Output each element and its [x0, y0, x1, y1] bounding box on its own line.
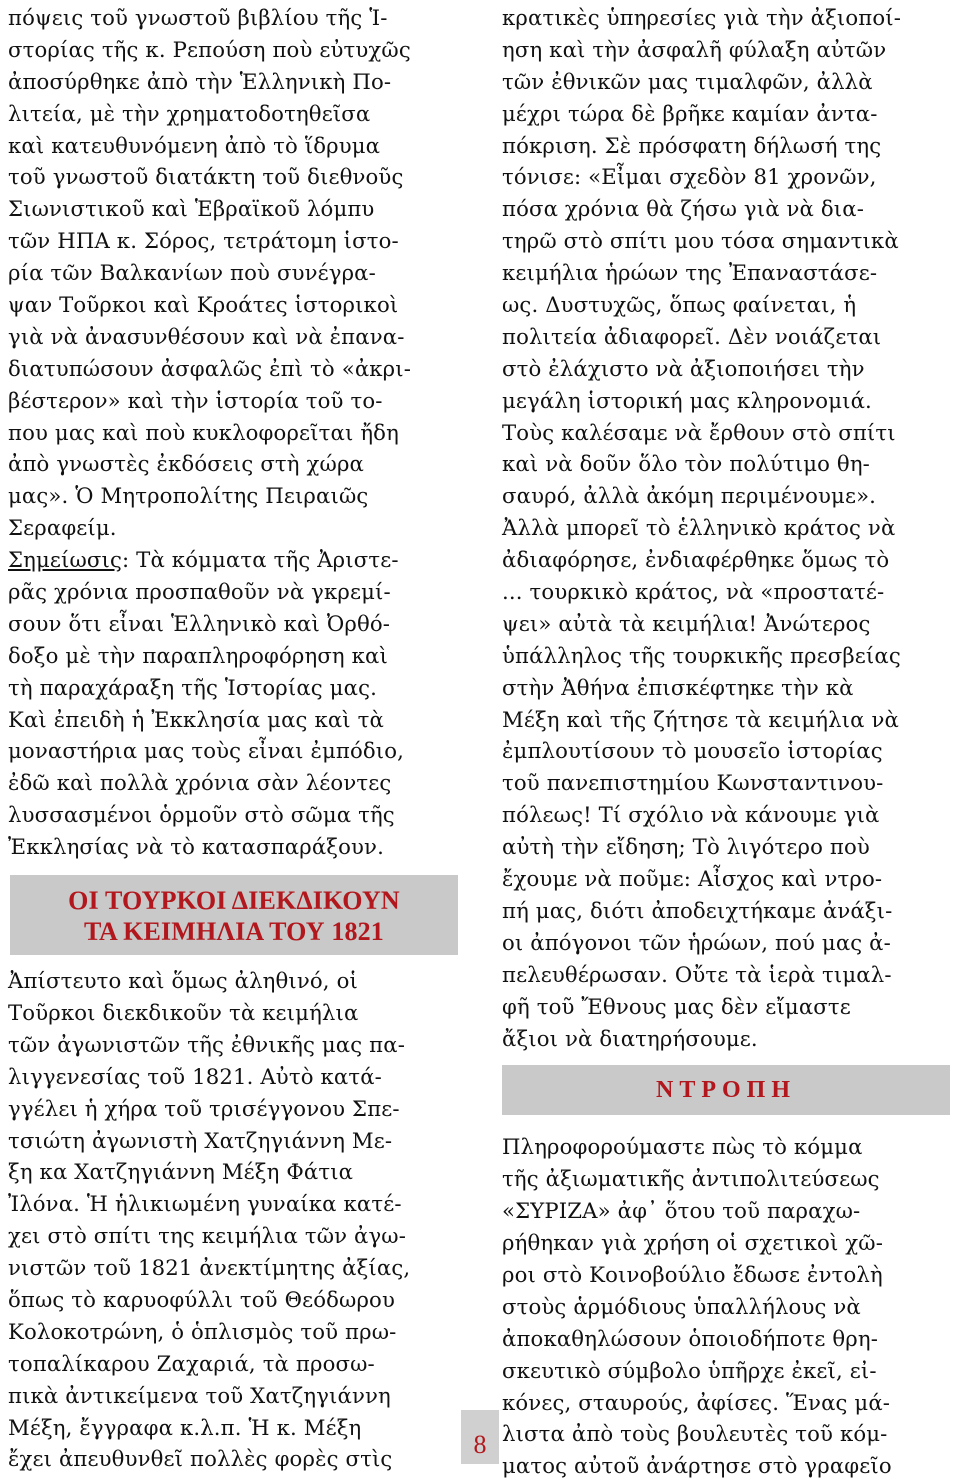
text-line: τόνισε: «Εἶμαι σχεδὸν 81 χρονῶν, — [502, 164, 877, 190]
text-line: Σιωνιστικοῦ καὶ Ἑβραϊκοῦ λόμπυ — [8, 196, 375, 222]
left-column — [8, 2, 460, 1475]
right-paragraph-1 — [502, 2, 954, 1054]
text-line: καὶ νὰ δοῦν ὅλο τὸν πολύτιμο θη- — [502, 451, 870, 477]
heading-line-1: ΟΙ ΤΟΥΡΚΟΙ ΔΙΕΚΔΙΚΟΥΝ — [68, 886, 400, 916]
text-line: Καὶ ἐπειδὴ ἡ Ἐκκλησία μας καὶ τὰ — [8, 706, 384, 732]
text-line: ρία τῶν Βαλκανίων ποὺ συνέγρα- — [8, 260, 376, 286]
text-line: κόνες, σταυρούς, ἀφίσες. Ἕνας μά- — [502, 1389, 891, 1415]
text-line: ροι στὸ Κοινοβούλιο ἔδωσε ἐντολὴ — [502, 1261, 883, 1287]
text-line: ἐδῶ καὶ πολλὰ χρόνια σὰν λέοντες — [8, 770, 392, 796]
text-line: ἔχουμε νὰ ποῦμε: Αἶσχος καὶ ντρο- — [502, 866, 883, 892]
text-line: λιγγενεσίας τοῦ 1821. Αὐτὸ κατά- — [8, 1063, 382, 1089]
text-line: λιτεία, μὲ τὴν χρηματοδοτηθεῖσα — [8, 100, 371, 126]
text-line: τῶν ἀγωνιστῶν τῆς ἐθνικῆς μας πα- — [8, 1031, 406, 1057]
turks-claim-heading — [10, 875, 458, 955]
text-line: τηρῶ στὸ σπίτι μου τόσα σημαντικὰ — [502, 228, 899, 254]
text-line: ψει» αὐτὰ τὰ κειμήλια! Ἀνώτερος — [502, 610, 871, 636]
text-line: πόψεις τοῦ γνωστοῦ βιβλίου τῆς Ἱ- — [8, 5, 388, 30]
page-number: 8 — [461, 1410, 499, 1464]
heading-line-2: ΤΑ ΚΕΙΜΗΛΙΑ ΤΟΥ 1821 — [84, 917, 384, 947]
text-line: ἐμπλουτίσουν τὸ μουσεῖο ἱστορίας — [502, 738, 883, 764]
text-line: ἔχει ἀπευθυνθεῖ πολλὲς φορὲς στὶς — [8, 1446, 393, 1472]
text-line: ρήθηκαν γιὰ χρήση οἱ σχετικοὶ χῶ- — [502, 1230, 884, 1256]
text-line: ρᾶς χρόνια προσπαθοῦν νὰ γκρεμί- — [8, 579, 391, 605]
text-line: που μας καὶ ποὺ κυκλοφορεῖται ἤδη — [8, 419, 399, 445]
text-line: τῶν ἐθνικῶν μας τιμαλφῶν, ἀλλὰ — [502, 68, 873, 94]
text-line: τῶν ΗΠΑ κ. Σόρος, τετράτομη ἱστο- — [8, 228, 399, 254]
text-line: πόσα χρόνια θὰ ζήσω γιὰ νὰ δια- — [502, 196, 865, 222]
text-line: μοναστήρια μας τοὺς εἶναι ἐμπόδιο, — [8, 738, 405, 764]
text-line: καὶ κατευθυνόμενη ἀπὸ τὸ ἵδρυμα — [8, 132, 381, 158]
text-line: Ἀπίστευτο καὶ ὅμως ἀληθινό, οἱ — [8, 968, 358, 994]
text-line: νιστῶν τοῦ 1821 ἀνεκτίμητης ἀξίας, — [8, 1255, 411, 1281]
text-line: στοὺς ἁρμόδιους ὑπαλλήλους νὰ — [502, 1293, 861, 1319]
text-line: Ἀλλὰ μπορεῖ τὸ ἑλληνικὸ κράτος νὰ — [502, 515, 896, 541]
text-line: γγέλει ἡ χήρα τοῦ τρισέγγονου Σπε- — [8, 1095, 400, 1121]
text-line: Ἐκκλησίας νὰ τὸ κατασπαράξουν. — [8, 834, 384, 860]
text-line: λυσσασμένοι ὁρμοῦν στὸ σῶμα τῆς — [8, 802, 395, 828]
text-line: ἀποσύρθηκε ἀπὸ τὴν Ἑλληνικὴ Πο- — [8, 68, 392, 94]
text-line: Μέξη καὶ τῆς ζήτησε τὰ κειμήλια νὰ — [502, 706, 899, 732]
note-first-rest: : Τὰ κόμματα τῆς Ἀριστε- — [122, 547, 399, 573]
text-line: ματος αὐτοῦ ἀνάρτησε στὸ γραφεῖο — [502, 1453, 892, 1479]
text-line: Πληροφορούμαστε πὼς τὸ κόμμα — [502, 1134, 863, 1160]
text-line: τῆς ἀξιωματικῆς ἀντιπολιτεύσεως — [502, 1166, 880, 1192]
text-line: χει στὸ σπίτι της κειμήλια τῶν ἀγω- — [8, 1223, 407, 1249]
text-line: ἄξιοι νὰ διατηρήσουμε. — [502, 1025, 758, 1051]
text-line: ψαν Τοῦρκοι καὶ Κροάτες ἱστορικοὶ — [8, 292, 399, 318]
text-line: τὴ παραχάραξη τῆς Ἱστορίας μας. — [8, 674, 377, 700]
shame-heading: ΝΤΡΟΠΗ — [502, 1065, 950, 1115]
text-line: Τοῦρκοι διεκδικοῦν τὰ κειμήλια — [8, 999, 359, 1025]
text-line: Ἰλόνα. Ἡ ἡλικιωμένη γυναίκα κατέ- — [8, 1191, 402, 1217]
text-line: οι ἀπόγονοι τῶν ἡρώων, πού μας ἀ- — [502, 929, 891, 955]
note-paragraph — [8, 576, 460, 863]
text-line: ἀποκαθηλώσουν ὁποιοδήποτε θρη- — [502, 1325, 879, 1351]
left-paragraph-1 — [8, 2, 460, 544]
right-paragraph-2 — [502, 1131, 954, 1482]
text-line: στορίας τῆς κ. Ρεπούση ποὺ εὐτυχῶς — [8, 36, 411, 62]
note-first-line — [8, 544, 460, 576]
text-line: ὑπάλληλος τῆς τουρκικῆς πρεσβείας — [502, 642, 901, 668]
text-line: κειμήλια ἡρώων της Ἐπαναστάσε- — [502, 260, 878, 286]
text-line: λιστα ἀπὸ τοὺς βουλευτὲς τοῦ κόμ- — [502, 1421, 888, 1447]
text-line: πή μας, διότι ἀποδειχτήκαμε ἀνάξι- — [502, 897, 893, 923]
text-line: ἀδιαφόρησε, ἐνδιαφέρθηκε ὅμως τὸ — [502, 547, 890, 573]
text-line: δοξο μὲ τὴν παραπληροφόρηση καὶ — [8, 642, 388, 668]
text-line: μας». Ὁ Μητροπολίτης Πειραιῶς — [8, 483, 369, 509]
text-line: αὐτὴ τὴν εἴδηση; Τὸ λιγότερο ποὺ — [502, 834, 870, 860]
text-line: στὴν Ἀθήνα ἐπισκέφτηκε τὴν κὰ — [502, 674, 854, 700]
left-paragraph-2 — [8, 965, 460, 1475]
text-line: «ΣΥΡΙΖΑ» ἀφ᾽ ὅτου τοῦ παραχω- — [502, 1198, 861, 1224]
text-line: μέχρι τώρα δὲ βρῆκε καμίαν ἀντα- — [502, 100, 878, 126]
text-line: Τοὺς καλέσαμε νὰ ἔρθουν στὸ σπίτι — [502, 419, 896, 445]
text-line: Κολοκοτρώνη, ὁ ὁπλισμὸς τοῦ πρω- — [8, 1318, 397, 1344]
text-line: πόλεως! Τί σχόλιο νὰ κάνουμε γιὰ — [502, 802, 880, 828]
text-line: ἀπὸ γνωστὲς ἐκδόσεις στὴ χώρα — [8, 451, 365, 477]
text-line: τσιώτη ἀγωνιστὴ Χατζηγιάννη Με- — [8, 1127, 393, 1153]
text-line: Μέξη, ἔγγραφα κ.λ.π. Ἡ κ. Μέξη — [8, 1414, 362, 1440]
text-line: ηση καὶ τὴν ἀσφαλῆ φύλαξη αὐτῶν — [502, 36, 887, 62]
text-line: ξη κα Χατζηγιάννη Μέξη Φάτια — [8, 1159, 354, 1185]
text-line: μεγάλη ἱστορική μας κληρονομιά. — [502, 387, 872, 413]
text-line: πελευθέρωσαν. Οὔτε τὰ ἱερὰ τιμαλ- — [502, 961, 892, 987]
text-line: πολιτεία ἀδιαφορεῖ. Δὲν νοιάζεται — [502, 323, 882, 349]
text-line: ως. Δυστυχῶς, ὅπως φαίνεται, ἡ — [502, 292, 857, 318]
text-line: πικὰ ἀντικείμενα τοῦ Χατζηγιάννη — [8, 1382, 391, 1408]
text-line: ὅπως τὸ καρυοφύλλι τοῦ Θεόδωρου — [8, 1286, 395, 1312]
text-line: βέστερον» καὶ τὴν ἱστορία τοῦ το- — [8, 387, 383, 413]
text-line: Σεραφείμ. — [8, 515, 117, 541]
text-line: φῆ τοῦ Ἔθνους μας δὲν εἴμαστε — [502, 993, 851, 1019]
text-line: στὸ ἐλάχιστο νὰ ἀξιοποιήσει τὴν — [502, 355, 865, 381]
text-line: σκευτικὸ σύμβολο ὑπῆρχε ἐκεῖ, εἰ- — [502, 1357, 877, 1383]
text-line: τοπαλίκαρου Ζαχαριά, τὰ προσω- — [8, 1350, 375, 1376]
text-line: γιὰ νὰ ἀνασυνθέσουν καὶ νὰ ἐπανα- — [8, 323, 405, 349]
text-line: πόκριση. Σὲ πρόσφατη δήλωσή της — [502, 132, 882, 158]
note-label: Σημείωσις — [8, 547, 122, 573]
text-line: σουν ὅτι εἶναι Ἑλληνικὸ καὶ Ὀρθό- — [8, 610, 391, 636]
text-line: τοῦ γνωστοῦ διατάκτη τοῦ διεθνοῦς — [8, 164, 404, 190]
text-line: ... τουρκικὸ κράτος, νὰ «προστατέ- — [502, 579, 885, 605]
right-column — [502, 2, 954, 1482]
text-line: διατυπώσουν ἀσφαλῶς ἐπὶ τὸ «ἀκρι- — [8, 355, 412, 381]
text-line: κρατικὲς ὑπηρεσίες γιὰ τὴν ἀξιοποί- — [502, 5, 902, 30]
text-line: σαυρό, ἀλλὰ ἀκόμη περιμένουμε». — [502, 483, 877, 509]
text-line: τοῦ πανεπιστημίου Κωνσταντινου- — [502, 770, 884, 796]
